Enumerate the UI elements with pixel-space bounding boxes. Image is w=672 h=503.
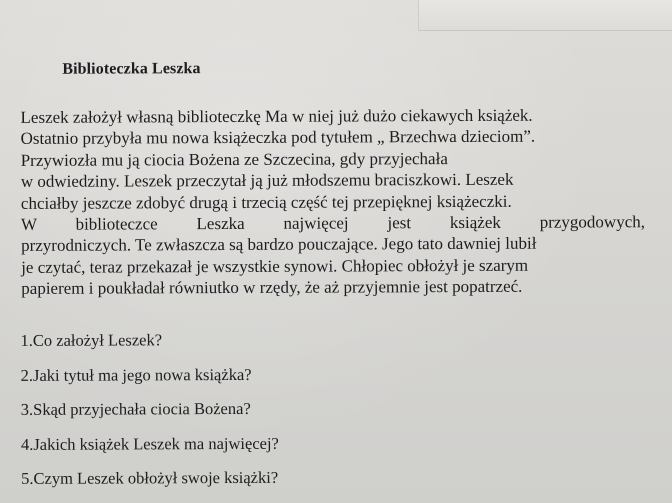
question-item: 4.Jakich książek Leszek ma najwięcej?	[20, 433, 279, 454]
passage-line: W biblioteczce Leszka najwięcej jest książek przygodowych,	[20, 212, 646, 234]
passage-line: chciałby jeszcze zdobyć drugą i trzecią część tej przepięknej książeczki.	[20, 191, 512, 213]
question-item: 5.Czym Leszek obłożył swoje książki?	[21, 467, 279, 488]
question-item: 1.Co założył Leszek?	[20, 330, 163, 350]
passage-line: Przywiozła mu ją ciocia Bożena ze Szczecina, gdy przyjechała	[20, 148, 448, 170]
passage-line: przyrodniczych. Te zwłaszcza są bardzo pouczające. Jego tato dawniej lubił	[21, 234, 537, 256]
question-item: 2.Jaki tytuł ma jego nowa książka?	[20, 364, 252, 385]
question-item: 3.Skąd przyjechała ciocia Bożena?	[20, 398, 251, 419]
passage-line: je czytać, teraz przekazał je wszystkie synowi. Chłopiec obłożył je szarym	[21, 255, 529, 277]
document-title: Biblioteczka Leszka	[62, 60, 201, 78]
passage-line: Leszek założył własną biblioteczkę Ma w niej już dużo ciekawych książek.	[20, 105, 533, 127]
question-list	[20, 330, 279, 503]
passage-line: Ostatnio przybyła mu nowa książeczka pod tytułem „ Brzechwa dzieciom”.	[20, 127, 536, 149]
passage-line: papierem i poukładał równiutko w rzędy, że aż przyjemnie jest popatrzeć.	[21, 276, 523, 299]
passage-line: w odwiedziny. Leszek przeczytał ją już młodszemu braciszkowi. Leszek	[20, 169, 514, 192]
reading-passage	[20, 104, 645, 299]
